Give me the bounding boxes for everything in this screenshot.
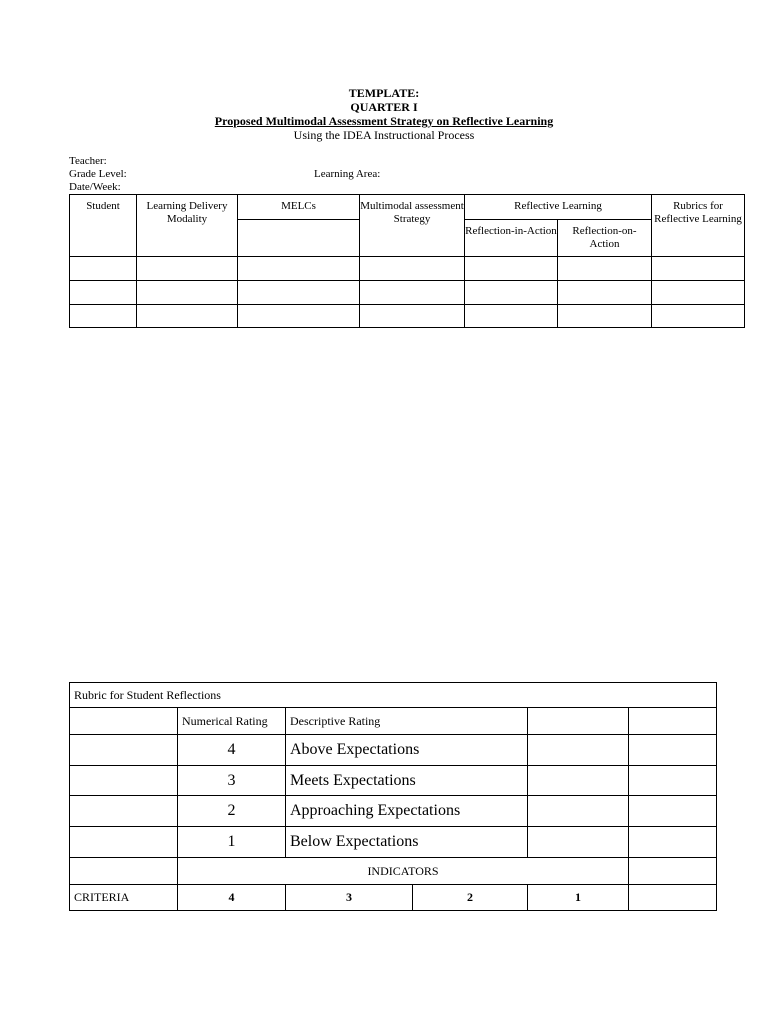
rating-number: 3	[178, 766, 286, 796]
level-4: 4	[178, 885, 286, 911]
grade-level-label: Grade Level:	[69, 168, 127, 180]
table-row	[70, 281, 745, 305]
criteria-row	[70, 885, 717, 911]
header-student: Student	[70, 195, 137, 257]
header-reflection-on-action: Reflection-on-Action	[558, 220, 652, 257]
rating-number: 2	[178, 796, 286, 827]
level-2: 2	[413, 885, 528, 911]
header-reflection-in-action: Reflection-in-Action	[465, 220, 558, 257]
document-header	[0, 86, 768, 142]
rating-label: Below Expectations	[286, 827, 528, 858]
melcs-subcell	[238, 220, 360, 257]
rating-row	[70, 735, 717, 766]
rating-number: 1	[178, 827, 286, 858]
quarter-label: QUARTER I	[350, 100, 418, 114]
rating-number: 4	[178, 735, 286, 766]
table-row	[70, 305, 745, 328]
criteria-label: CRITERIA	[70, 885, 178, 911]
header-multimodal-strategy: Multimodal assessment Strategy	[360, 195, 465, 257]
rating-row	[70, 827, 717, 858]
header-descriptive-rating: Descriptive Rating	[286, 708, 528, 735]
rating-label: Approaching Expectations	[286, 796, 528, 827]
header-melcs: MELCs	[238, 195, 360, 220]
template-label: TEMPLATE:	[348, 86, 420, 100]
header-reflective-learning: Reflective Learning	[465, 195, 652, 220]
document-title: Proposed Multimodal Assessment Strategy on Reflective Learning	[214, 114, 554, 128]
header-rubrics: Rubrics for Reflective Learning	[652, 195, 745, 257]
rating-label: Above Expectations	[286, 735, 528, 766]
header-numerical-rating: Numerical Rating	[178, 708, 286, 735]
indicators-label: INDICATORS	[178, 858, 629, 885]
level-3: 3	[286, 885, 413, 911]
meta-fields	[69, 155, 127, 194]
teacher-label: Teacher:	[69, 155, 107, 167]
rating-row	[70, 796, 717, 827]
header-delivery-modality: Learning Delivery Modality	[137, 195, 238, 257]
table-row	[70, 257, 745, 281]
assessment-strategy-table	[69, 194, 745, 328]
rubric-table	[69, 682, 717, 911]
rating-row	[70, 766, 717, 796]
document-subtitle: Using the IDEA Instructional Process	[293, 128, 475, 142]
rating-label: Meets Expectations	[286, 766, 528, 796]
rubric-title: Rubric for Student Reflections	[70, 683, 717, 708]
level-1: 1	[528, 885, 629, 911]
learning-area-label: Learning Area:	[314, 168, 381, 180]
date-week-label: Date/Week:	[69, 181, 121, 193]
